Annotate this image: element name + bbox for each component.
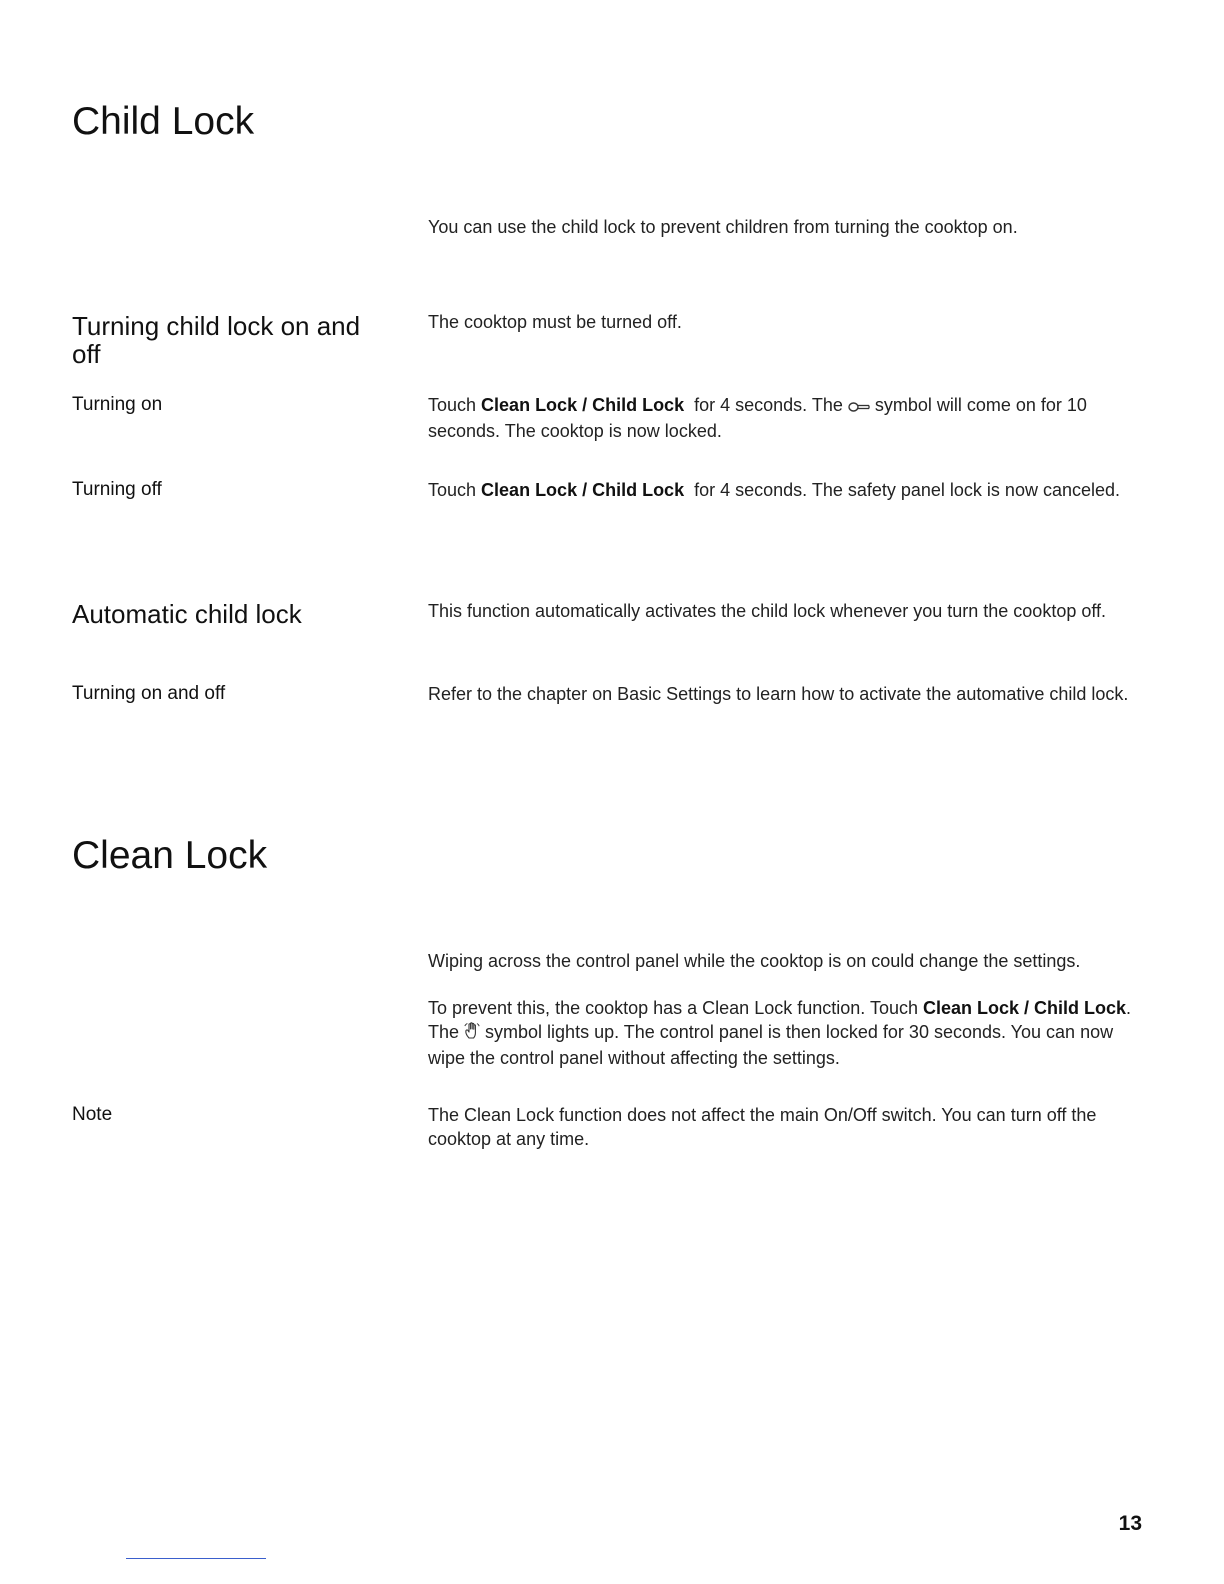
note-label: Note bbox=[72, 1104, 113, 1125]
hand-icon bbox=[464, 1022, 480, 1046]
clean-lock-child-lock-button-ref: Clean Lock / Child Lock bbox=[922, 998, 1127, 1018]
clean-lock-child-lock-button-ref: Clean Lock / Child Lock bbox=[481, 395, 685, 415]
note-text: The Clean Lock function does not affect the main On/Off switch. You can turn off the cooktop at any time. bbox=[428, 1105, 1097, 1149]
clean-lock-title: Clean Lock bbox=[72, 834, 268, 877]
clean-lock-para1: Wiping across the control panel while the cooktop is on could change the settings. bbox=[428, 951, 1081, 971]
automatic-child-lock-description: This function automatically activates the child lock whenever you turn the cooktop off. bbox=[428, 601, 1107, 621]
footer-rule bbox=[126, 1558, 266, 1559]
key-icon bbox=[848, 395, 870, 419]
auto-turning-label: Turning on and off bbox=[72, 683, 226, 704]
auto-turning-text: Refer to the chapter on Basic Settings to learn how to activate the automative child lock. bbox=[428, 684, 1129, 704]
page-number: 13 bbox=[1118, 1512, 1142, 1535]
turning-child-lock-heading: Turning child lock on and off bbox=[72, 311, 361, 369]
clean-lock-child-lock-button-ref: Clean Lock / Child Lock bbox=[481, 480, 685, 500]
turning-off-label: Turning off bbox=[72, 479, 162, 500]
cooktop-off-requirement: The cooktop must be turned off. bbox=[428, 312, 682, 332]
automatic-child-lock-heading: Automatic child lock bbox=[72, 599, 302, 629]
turning-off-text: Touch Clean Lock / Child Lock for 4 seconds. The safety panel lock is now canceled. bbox=[428, 480, 1121, 500]
child-lock-title: Child Lock bbox=[72, 100, 255, 143]
turning-on-text: Touch Clean Lock / Child Lock for 4 seconds. The symbol will come on for 10 seconds. The cooktop is now locked. bbox=[428, 395, 1087, 441]
clean-lock-para2: To prevent this, the cooktop has a Clean Lock function. Touch Clean Lock / Child Lock. The symbol lights up. The control panel is then locked for 30 seconds. You can now wipe the control panel without affecting the settings. bbox=[428, 998, 1132, 1068]
child-lock-intro: You can use the child lock to prevent children from turning the cooktop on. bbox=[428, 217, 1018, 237]
turning-on-label: Turning on bbox=[72, 394, 163, 415]
